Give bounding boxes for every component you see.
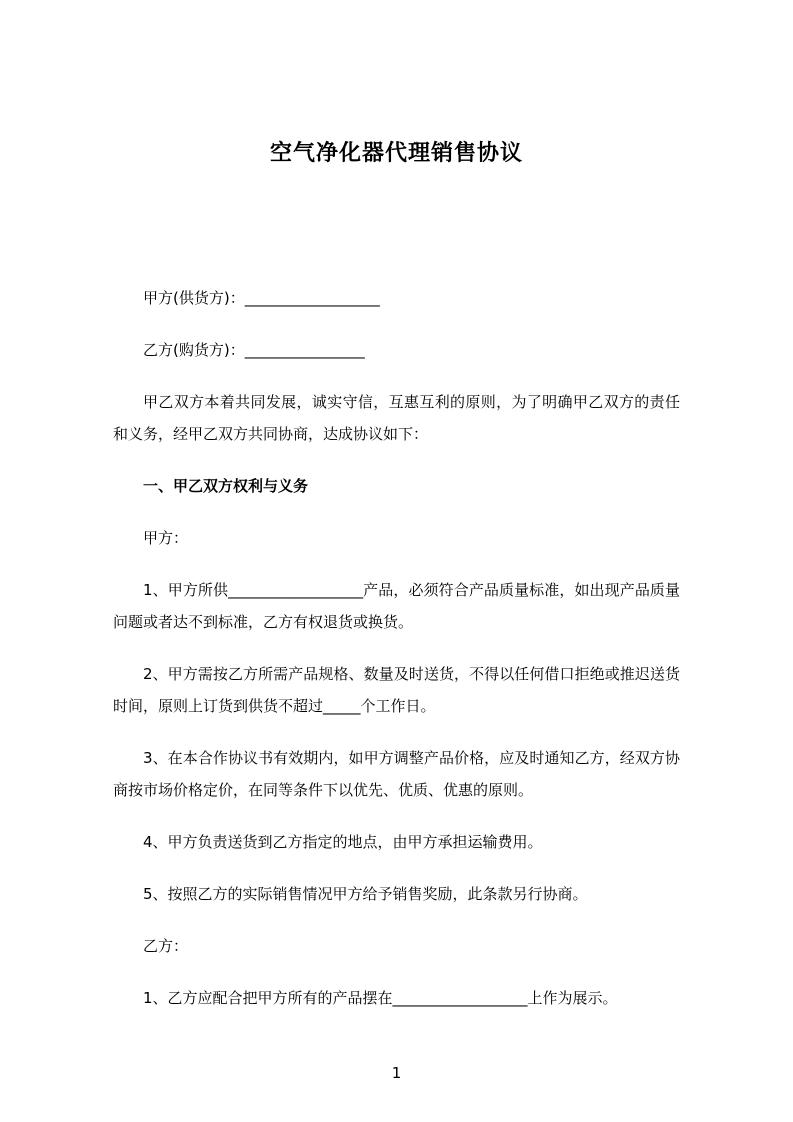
- party-a-label: 甲方：: [143, 529, 189, 547]
- section-heading-rights-obligations: 一、甲乙双方权利与义务: [143, 477, 309, 495]
- party-a-item-5: 5、按照乙方的实际销售情况甲方给予销售奖励，此条款另行协商。: [143, 885, 588, 903]
- page-number: 1: [391, 1064, 402, 1082]
- party-a-item-1: 1、甲方所供__________________产品，必须符合产品质量标准，如出现产品质量问题或者达不到标准，乙方有权退货或换货。: [113, 581, 680, 631]
- party-b-item-1: 1、乙方应配合把甲方所有的产品摆在__________________上作为展示。: [143, 989, 618, 1007]
- party-b-line: 乙方(购货方)：________________: [143, 341, 365, 359]
- party-a-item-2: 2、甲方需按乙方所需产品规格、数量及时送货，不得以任何借口拒绝或推迟送货时间，原则上订货到供货不超过_____个工作日。: [113, 665, 680, 715]
- party-a-item-3: 3、在本合作协议书有效期内，如甲方调整产品价格，应及时通知乙方，经双方协商按市场价格定价，在同等条件下以优先、优质、优惠的原则。: [113, 749, 680, 799]
- party-a-line: 甲方(供货方)：__________________: [143, 289, 380, 307]
- party-a-item-4: 4、甲方负责送货到乙方指定的地点，由甲方承担运输费用。: [143, 833, 543, 851]
- document-title: 空气净化器代理销售协议: [269, 141, 523, 166]
- party-b-label: 乙方：: [143, 937, 189, 955]
- intro-paragraph: 甲乙双方本着共同发展，诚实守信，互惠互利的原则，为了明确甲乙双方的责任和义务，经甲乙双方共同协商，达成协议如下：: [113, 393, 680, 443]
- document-body: [113, 282, 680, 1014]
